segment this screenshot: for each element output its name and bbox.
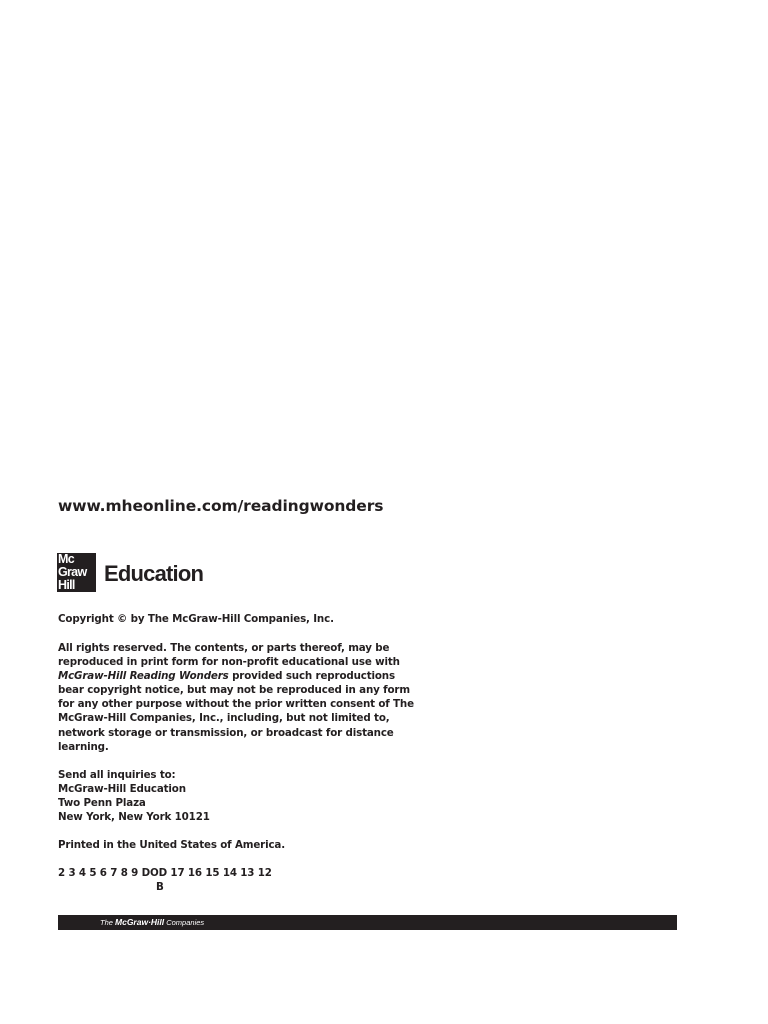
print-letter: B — [156, 881, 164, 894]
inquiries-address — [58, 768, 210, 824]
rights-line: McGraw-Hill Companies, Inc., including, but not limited to, — [58, 712, 390, 725]
mcgraw-hill-logo — [57, 553, 96, 592]
inquiries-org: McGraw-Hill Education — [58, 783, 186, 796]
printing-line — [58, 866, 272, 894]
logo-line-graw: Graw — [58, 565, 87, 579]
rights-line: network storage or transmission, or broadcast for distance — [58, 726, 394, 739]
education-wordmark: Education — [104, 561, 204, 586]
rights-line: All rights reserved. The contents, or parts thereof, may be — [58, 642, 390, 654]
rights-line — [58, 669, 414, 683]
print-numbers: 2 3 4 5 6 7 8 9 DOD 17 16 15 14 13 12 — [58, 867, 272, 879]
rights-line-rest: provided such reproductions — [228, 670, 395, 683]
footer-brand: McGraw·Hill — [115, 917, 165, 927]
logo-line-mc: Mc — [58, 553, 74, 566]
footer-suffix: Companies — [164, 918, 205, 927]
footer-prefix: The — [100, 918, 116, 927]
book-title: McGraw-Hill Reading Wonders — [58, 670, 229, 683]
rights-line: reproduced in print form for non-profit educational use with — [58, 656, 400, 669]
logo-line-hill: Hill — [58, 578, 75, 592]
copyright-notice — [58, 612, 334, 626]
rights-line: for any other purpose without the prior written consent of The — [58, 698, 414, 711]
rights-line: bear copyright notice, but may not be reproduced in any form — [58, 684, 410, 697]
website-url[interactable]: www.mheonline.com/readingwonders — [58, 497, 384, 515]
inquiries-street: Two Penn Plaza — [58, 797, 146, 810]
copyright-text: Copyright © by The McGraw-Hill Companies, Inc. — [58, 613, 334, 625]
printed-notice — [58, 838, 285, 852]
footer-bar — [58, 915, 677, 930]
printed-text: Printed in the United States of America. — [58, 839, 285, 851]
rights-paragraph — [58, 641, 414, 754]
inquiries-heading: Send all inquiries to: — [58, 769, 176, 781]
rights-line: learning. — [58, 740, 109, 753]
inquiries-city: New York, New York 10121 — [58, 811, 210, 824]
